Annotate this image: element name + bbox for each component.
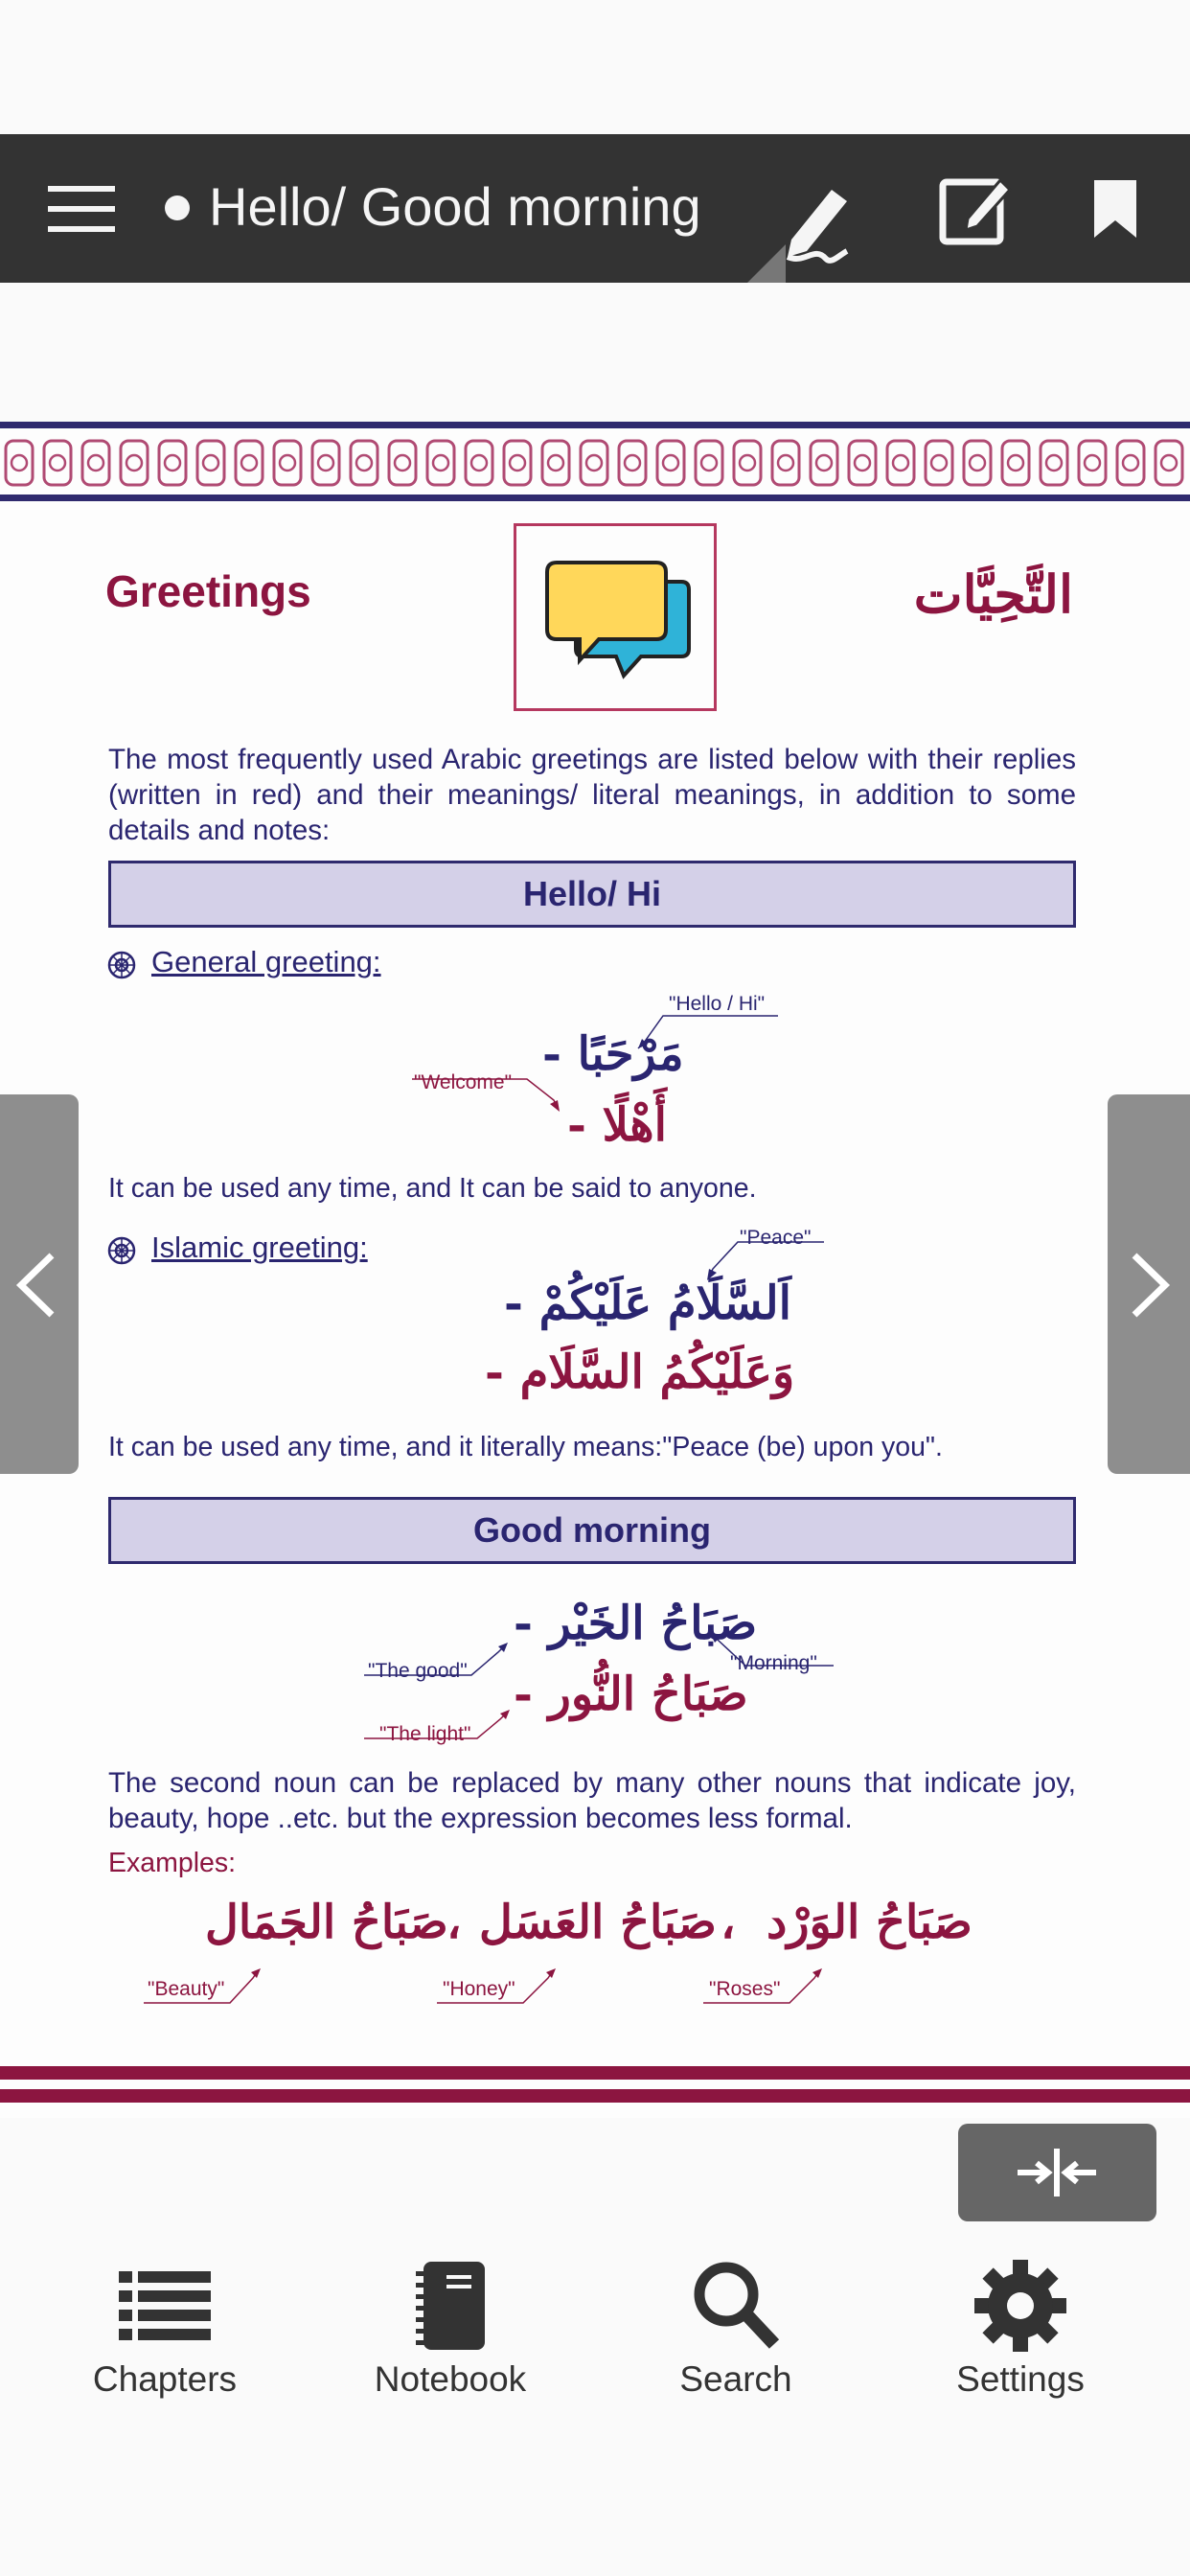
examples-label: Examples: <box>108 1848 237 1878</box>
section-header-good-morning: Good morning <box>108 1497 1076 1564</box>
footer-rule <box>0 2066 1190 2080</box>
menu-icon[interactable] <box>48 184 117 234</box>
comma-separator: ، <box>721 1896 736 1949</box>
speech-bubbles-icon <box>516 526 714 708</box>
nav-label: Chapters <box>92 2359 238 2399</box>
chevron-right-icon <box>1129 1252 1173 1319</box>
previous-page-button[interactable] <box>0 1094 79 1474</box>
arabic-wa-alaikum-assalam: وَعَلَيْكُمُ السَّلَام - <box>485 1346 795 1399</box>
nav-notebook[interactable] <box>331 2225 570 2448</box>
list-icon <box>117 2258 213 2354</box>
ornamental-border <box>0 422 1190 508</box>
gear-icon <box>973 2258 1068 2354</box>
islamic-greeting-note: It can be used any time, and it literally means:"Peace (be) upon you". <box>108 1432 943 1462</box>
notebook-icon <box>402 2258 498 2354</box>
footer-rule <box>0 2089 1190 2103</box>
pen-icon[interactable] <box>747 163 862 283</box>
example-sabah-al-asal: صَبَاحُ العَسَل <box>479 1896 717 1949</box>
book-page <box>0 422 1190 2118</box>
general-greeting-label: General greeting: <box>151 945 381 978</box>
general-greeting-note: It can be used any time, and It can be said to anyone. <box>108 1173 757 1204</box>
arabic-ahlan: أَهْلًا - <box>567 1098 667 1152</box>
gloss-morning: "Morning" <box>730 1652 817 1674</box>
chapter-title: Hello/ Good morning <box>209 176 701 237</box>
search-icon <box>688 2258 784 2354</box>
nav-label: Search <box>679 2359 792 2399</box>
example-gloss-roses: "Roses" <box>709 1978 781 2000</box>
nav-search[interactable] <box>616 2225 856 2448</box>
intro-paragraph: The most frequently used Arabic greetings are listed below with their replies (written in red) and their meanings/ literal meanings, in addition to some details and notes: <box>108 744 1076 846</box>
section-header-hello: Hello/ Hi <box>108 861 1076 928</box>
greetings-icon-frame <box>514 523 717 711</box>
comma-separator: ، <box>446 1896 462 1949</box>
nav-label: Notebook <box>374 2359 527 2399</box>
example-sabah-al-ward: صَبَاحُ الوَرْد <box>767 1896 973 1949</box>
gloss-the-light: "The light" <box>379 1723 471 1745</box>
good-morning-note: The second noun can be replaced by many other nouns that indicate joy, beauty, hope ..etc. but the expression becomes less formal. <box>108 1767 1076 1834</box>
example-gloss-honey: "Honey" <box>443 1978 515 2000</box>
nav-label: Settings <box>956 2359 1085 2399</box>
arabic-sabah-an-nur: صَبَاحُ النُّور - <box>514 1668 748 1721</box>
fit-width-button[interactable] <box>958 2124 1156 2221</box>
heading-english: Greetings <box>105 566 311 616</box>
chevron-left-icon <box>13 1252 57 1319</box>
gloss-welcome: "Welcome" <box>414 1071 513 1093</box>
example-sabah-al-jamal: صَبَاحُ الجَمَال <box>205 1896 448 1949</box>
bookmark-icon[interactable] <box>1094 180 1136 238</box>
edit-icon[interactable] <box>939 172 1012 245</box>
gloss-the-good: "The good" <box>368 1660 468 1682</box>
rosette-icon <box>107 1236 136 1265</box>
arabic-marhaban: مَرْحَبًا - <box>542 1027 684 1081</box>
rosette-icon <box>107 951 136 979</box>
example-gloss-beauty: "Beauty" <box>148 1978 225 2000</box>
heading-arabic: التَّحِيَّات <box>913 564 1073 625</box>
bottom-navigation <box>0 2225 1190 2448</box>
collapse-arrows-icon <box>1016 2147 1098 2198</box>
nav-settings[interactable] <box>901 2225 1140 2448</box>
islamic-greeting-label: Islamic greeting: <box>151 1230 368 1264</box>
arabic-sabah-al-khair: صَبَاحُ الخَيْر - <box>514 1597 758 1650</box>
gloss-hello: "Hello / Hi" <box>669 993 766 1015</box>
arabic-assalamu-alaikum: اَلسَّلَامُ عَلَيْكُمْ - <box>504 1276 791 1330</box>
nav-chapters[interactable] <box>45 2225 285 2448</box>
next-page-button[interactable] <box>1108 1094 1190 1474</box>
top-app-bar <box>0 134 1190 283</box>
unread-dot <box>165 196 190 220</box>
gloss-peace: "Peace" <box>740 1227 812 1249</box>
